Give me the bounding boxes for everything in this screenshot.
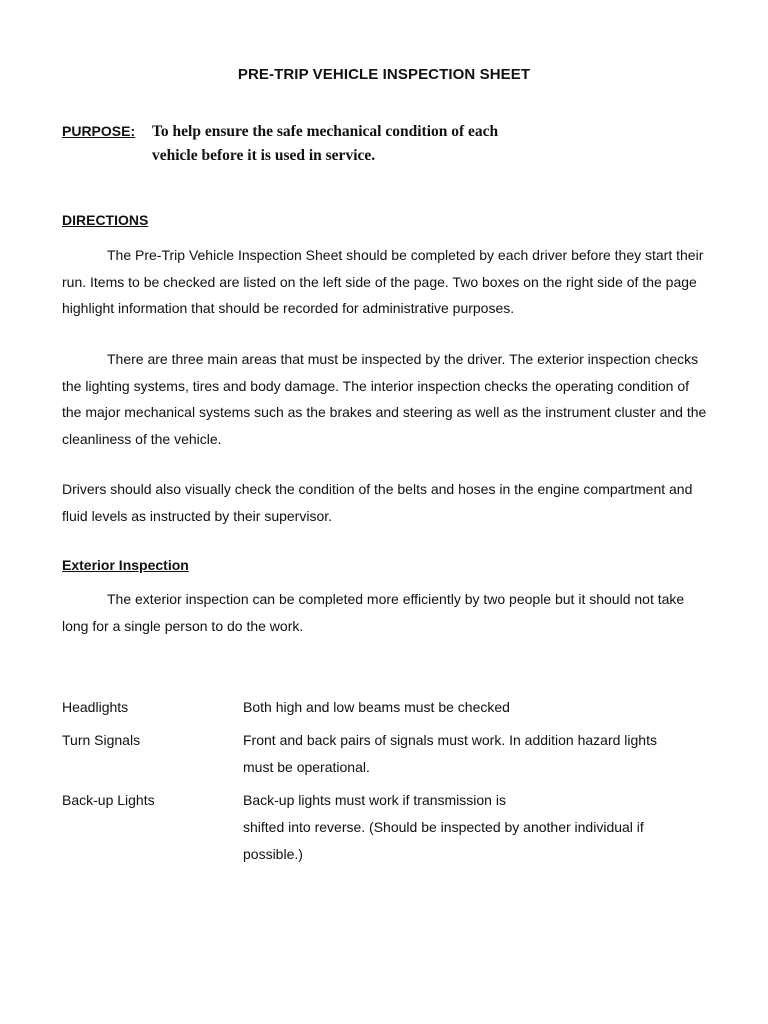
exterior-inspection-paragraph	[62, 586, 710, 639]
directions-paragraph-2-text: There are three main areas that must be inspected by the driver. The exterior inspection checks the lighting systems, tires and body damage. The interior inspection checks the operating condition of the major mechanical systems such as the brakes and steering as well as the instrument cluster and the cleanliness of the vehicle.	[62, 351, 707, 447]
directions-paragraph-1	[62, 242, 710, 322]
purpose-text	[152, 120, 572, 168]
document-title: PRE-TRIP VEHICLE INSPECTION SHEET	[237, 66, 531, 83]
directions-paragraph-3: Drivers should also visually check the condition of the belts and hoses in the engine compartment and fluid levels as instructed by their supervisor.	[62, 481, 693, 524]
item-description	[243, 787, 712, 868]
directions-paragraph-1-text: The Pre-Trip Vehicle Inspection Sheet should be completed by each driver before they start their run. Items to be checked are listed on the left side of the page. Two boxes on the right side of the page highlight information that should be recorded for administrative purposes.	[62, 247, 704, 316]
item-description-line: Both high and low beams must be checked	[243, 699, 510, 715]
item-name: Headlights	[62, 699, 129, 715]
exterior-inspection-paragraph-text: The exterior inspection can be completed more efficiently by two people but it should not take long for a single person to do the work.	[62, 591, 685, 634]
item-description	[243, 727, 712, 781]
exterior-items-table	[62, 694, 712, 874]
exterior-inspection-heading: Exterior Inspection	[62, 557, 189, 573]
table-row	[62, 694, 712, 721]
purpose-line-2: vehicle before it is used in service.	[152, 147, 376, 164]
table-row	[62, 727, 712, 781]
directions-heading: DIRECTIONS	[62, 212, 149, 228]
item-description-line: Front and back pairs of signals must work. In addition hazard lights	[243, 732, 657, 748]
purpose-line-1: To help ensure the safe mechanical condition of each	[152, 123, 499, 140]
item-name: Turn Signals	[62, 732, 141, 748]
purpose-label-text: PURPOSE	[62, 123, 131, 139]
table-row	[62, 787, 712, 868]
directions-paragraph-2	[62, 346, 710, 452]
item-description-line: Back-up lights must work if transmission is	[243, 792, 506, 808]
item-description-line: possible.)	[243, 846, 303, 862]
item-name: Back-up Lights	[62, 792, 155, 808]
purpose-label	[62, 123, 135, 139]
item-description-line: shifted into reverse. (Should be inspected by another individual if	[243, 819, 644, 835]
purpose-label-colon: :	[130, 123, 136, 139]
item-description-line: must be operational.	[243, 759, 370, 775]
item-description	[243, 694, 712, 721]
